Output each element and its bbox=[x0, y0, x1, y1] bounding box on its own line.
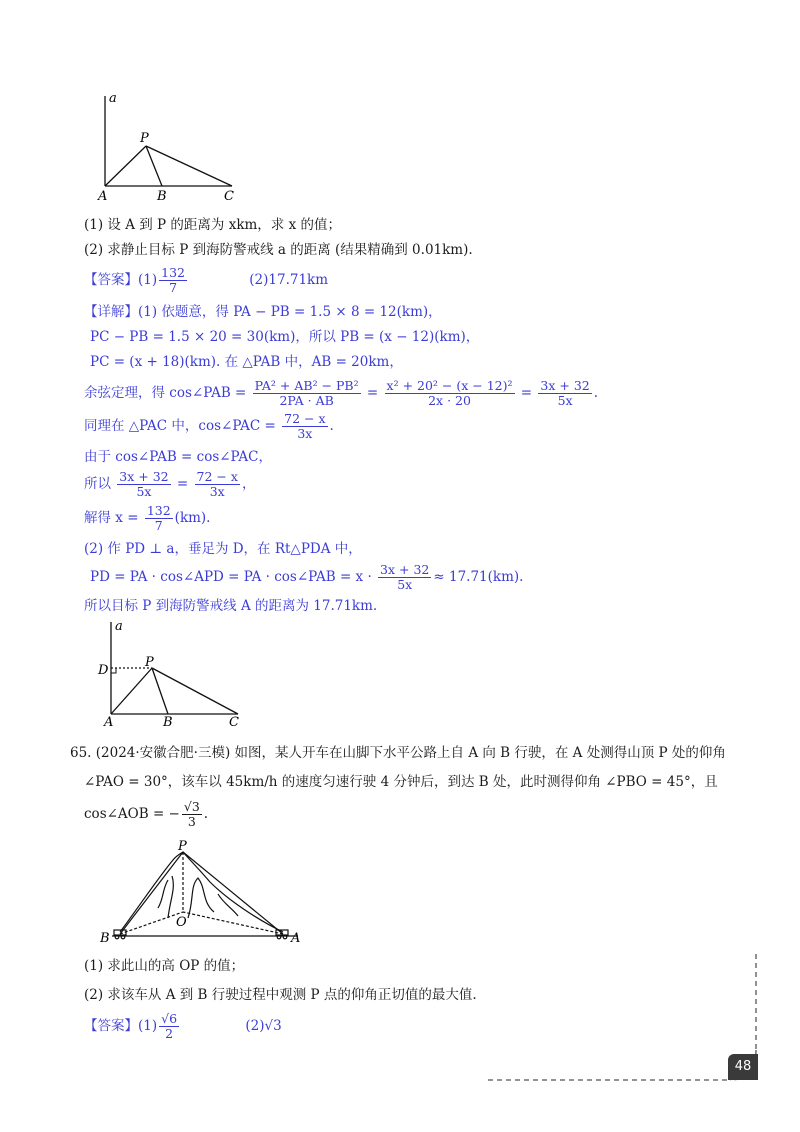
answer-65: 【答案】(1) $\frac{√6}{2}$ (2)√3 bbox=[84, 1011, 282, 1041]
q64-part1: (1) 设 A 到 P 的距离为 xkm，求 x 的值； bbox=[84, 217, 341, 233]
answer-tag: 【答案】 bbox=[84, 272, 138, 288]
point-label-a: A bbox=[98, 189, 108, 204]
q64-part2: (2) 求静止目标 P 到海防警戒线 a 的距离 (结果精确到 0.01km). bbox=[84, 242, 473, 258]
point-label-p: P bbox=[140, 131, 149, 146]
detail-line-11: 所以目标 P 到海防警戒线 A 的距离为 17.71km. bbox=[84, 598, 378, 614]
point-label-b: B bbox=[100, 931, 110, 946]
detail-line-10: PD = PA · cos∠APD = PA · cos∠PAB = x · $\frac{3x + 32}{5x}$ ≈ 17.71(km). bbox=[90, 562, 524, 592]
detail-line-5: 同理在 △PAC 中，cos∠PAC = $\frac{72 - x}{3x}$ . bbox=[84, 411, 334, 441]
point-label-c: C bbox=[224, 189, 234, 204]
point-label-c: C bbox=[229, 715, 239, 730]
detail-line-3: PC = (x + 18)(km). 在 △PAB 中，AB = 20km， bbox=[90, 354, 403, 370]
detail-line-7: 所以 $\frac{3x + 32}{5x}$ = $\frac{72 - x}{3x}$ ， bbox=[84, 469, 256, 499]
q65-line-1: 65. (2024·安徽合肥·三模) 如图，某人开车在山脚下水平公路上自 A 向 B 行驶，在 A 处测得山顶 P 处的仰角 bbox=[70, 745, 726, 761]
detail-line-8: 解得 x = $\frac{132}{7}$ (km). bbox=[84, 503, 211, 533]
answer-65-part2: (2)√3 bbox=[245, 1018, 282, 1034]
point-label-p: P bbox=[145, 655, 154, 670]
q65-line-3: cos∠AOB = − $\frac{√3}{3}$ . bbox=[84, 799, 209, 829]
detail-line-2: PC − PB = 1.5 × 20 = 30(km)，所以 PB = (x − 12)(km)， bbox=[90, 329, 480, 345]
point-label-a: A bbox=[291, 931, 301, 946]
page-number: 48 bbox=[728, 1054, 758, 1080]
detail-line-6: 由于 cos∠PAB = cos∠PAC， bbox=[84, 449, 272, 465]
point-label-d: D bbox=[98, 663, 109, 678]
figure-triangle-1 bbox=[90, 88, 250, 206]
point-label-o: O bbox=[176, 915, 187, 930]
axis-label-a: a bbox=[115, 619, 123, 634]
answer-64: 【答案】(1) $\frac{132}{7}$ (2)17.71km bbox=[84, 265, 329, 295]
figure-triangle-2 bbox=[92, 618, 252, 730]
detail-line-4: 余弦定理，得 cos∠PAB = $\frac{\text{PA² + AB² − PB²}}{2PA \cdot AB}$ = $\frac{\text{x² + 20² − (x − 12)²}}{2x \cdot 20}$ = $\frac{3x + 32}{5x}$ . bbox=[84, 378, 599, 408]
q65-part1: (1) 求此山的高 OP 的值； bbox=[84, 958, 245, 974]
detail-line-9: (2) 作 PD ⊥ a，垂足为 D，在 Rt△PDA 中， bbox=[84, 541, 362, 557]
point-label-p: P bbox=[178, 839, 187, 854]
answer-tag: 【答案】 bbox=[84, 1018, 138, 1034]
point-label-b: B bbox=[157, 189, 167, 204]
detail-line-1: 【详解】(1) 依题意，得 PA − PB = 1.5 × 8 = 12(km)， bbox=[84, 304, 442, 320]
point-label-a: A bbox=[104, 715, 114, 730]
answer-64-part2: (2)17.71km bbox=[249, 272, 329, 288]
point-label-b: B bbox=[163, 715, 173, 730]
figure-mountain bbox=[98, 838, 308, 950]
q65-part2: (2) 求该车从 A 到 B 行驶过程中观测 P 点的仰角正切值的最大值. bbox=[84, 987, 477, 1003]
axis-label-a: a bbox=[109, 91, 117, 106]
detail-tag: 【详解】 bbox=[84, 304, 138, 320]
q65-line-2: ∠PAO = 30°，该车以 45km/h 的速度匀速行驶 4 分钟后，到达 B 处，此时测得仰角 ∠PBO = 45°，且 bbox=[84, 774, 718, 790]
